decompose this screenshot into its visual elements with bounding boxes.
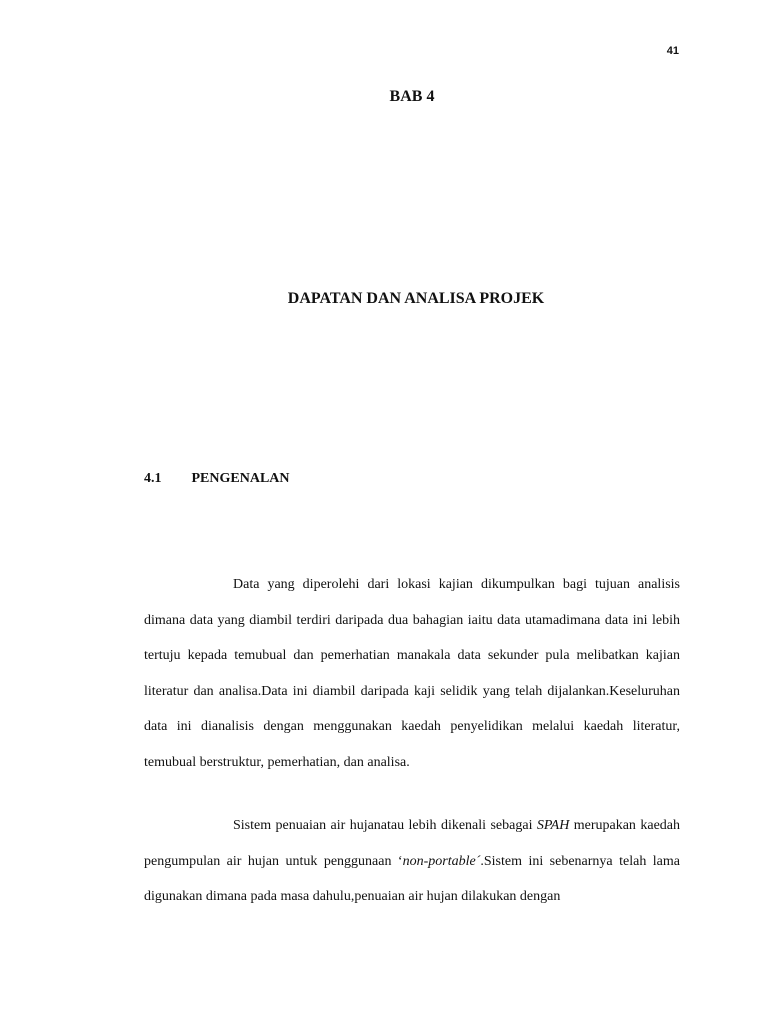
paragraph-spah-text-3: .Sistem ini sebenarnya telah lama digunakan dimana pada masa dahulu,penuaian air hujan dilakukan dengan: [144, 853, 680, 905]
chapter-heading: BAB 4: [389, 88, 435, 105]
paragraph-spah: [144, 808, 680, 915]
paragraph-spah-text-1: Sistem penuaian air hujanatau lebih dikenali sebagai: [233, 818, 537, 833]
section-title: PENGENALAN: [191, 471, 290, 486]
section-number: 4.1: [144, 471, 162, 486]
section-heading: [144, 471, 290, 487]
paragraph-introduction: Data yang diperolehi dari lokasi kajian dikumpulkan bagi tujuan analisis dimana data yang diambil terdiri daripada dua bahagian iaitu data utamadimana data ini lebih tertuju kepada temubual dan pemerhatian manakala data sekunder pula melibatkan kajian literatur dan analisa.Data ini diambil daripada kaji selidik yang telah dijalankan.Keseluruhan data ini dianalisis dengan menggunakan kaedah penyelidikan melalui kaedah literatur, temubual berstruktur, pemerhatian, dan analisa.: [144, 577, 680, 770]
non-portable-term: non-portable´: [402, 853, 481, 869]
paragraph-spah-text-2: merupakan kaedah pengumpulan air hujan untuk penggunaan ‘: [144, 818, 680, 869]
spah-term: SPAH: [536, 818, 570, 833]
chapter-title: DAPATAN DAN ANALISA PROJEK: [287, 290, 545, 307]
page-number: 41: [666, 45, 679, 57]
